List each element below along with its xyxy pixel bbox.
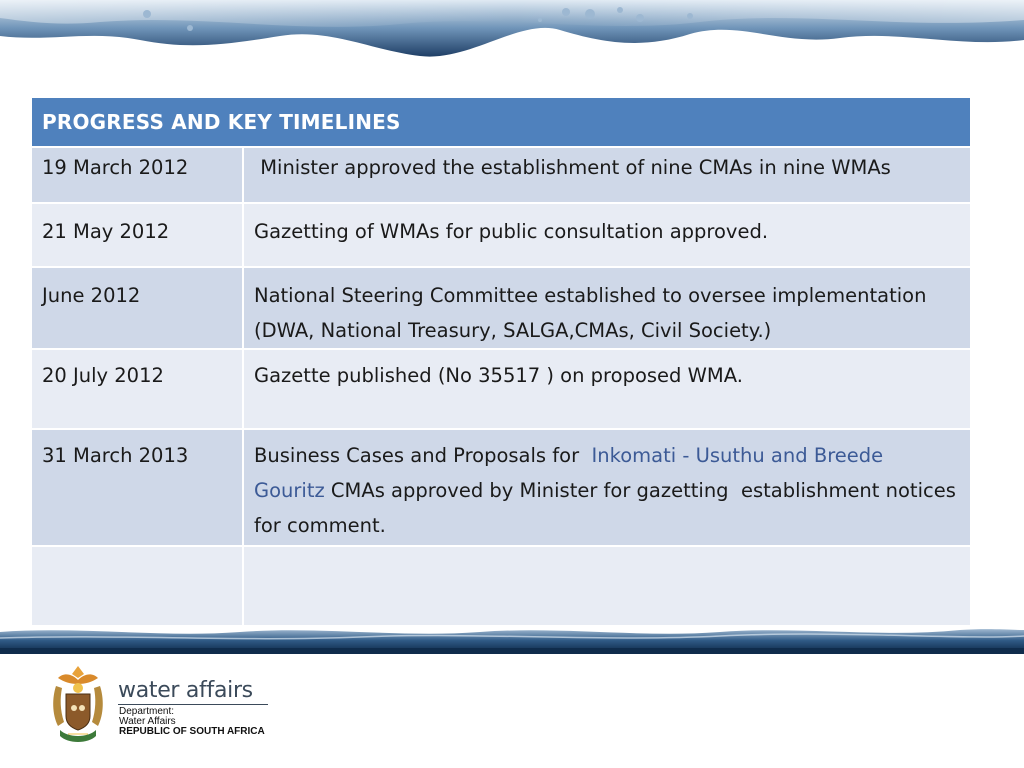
row-date: 21 May 2012 — [31, 203, 243, 267]
row-date: 31 March 2013 — [31, 429, 243, 546]
department-line2: Water Affairs — [119, 716, 176, 727]
department-text — [119, 707, 265, 737]
timeline-table — [30, 96, 972, 627]
row-text-before: Business Cases and Proposals for — [254, 444, 592, 467]
water-strip-bottom — [0, 624, 1024, 654]
row-text-highlight: Inkomati - Usuthu and Breede Gouritz — [254, 444, 890, 502]
row-date — [31, 546, 243, 626]
row-date: 19 March 2012 — [31, 147, 243, 203]
table-row — [31, 267, 971, 349]
table-row — [31, 147, 971, 203]
row-date: June 2012 — [31, 267, 243, 349]
table-row-empty — [31, 546, 971, 626]
row-text: Gazette published (No 35517 ) on proposed WMA. — [243, 349, 971, 429]
row-text-after: CMAs approved by Minister for gazetting establishment notices for comment. — [254, 479, 963, 537]
table-header: PROGRESS AND KEY TIMELINES — [31, 97, 971, 147]
row-text: National Steering Committee established to oversee implementation (DWA, National Treasury, SALGA,CMAs, Civil Society.) — [243, 267, 971, 349]
row-text — [243, 429, 971, 546]
row-text: Minister approved the establishment of nine CMAs in nine WMAs — [243, 147, 971, 203]
table-row — [31, 349, 971, 429]
coat-of-arms-icon — [46, 664, 110, 748]
brand-rule — [118, 704, 268, 705]
table-row — [31, 203, 971, 267]
table-row — [31, 429, 971, 546]
brand-wordmark: water affairs — [118, 678, 253, 703]
row-text: Gazetting of WMAs for public consultation approved. — [243, 203, 971, 267]
row-text — [243, 546, 971, 626]
water-splash-banner-top — [0, 0, 1024, 80]
department-line1: Department: — [119, 706, 175, 717]
department-logo — [46, 664, 286, 748]
country-name: REPUBLIC OF SOUTH AFRICA — [119, 726, 265, 737]
row-date: 20 July 2012 — [31, 349, 243, 429]
